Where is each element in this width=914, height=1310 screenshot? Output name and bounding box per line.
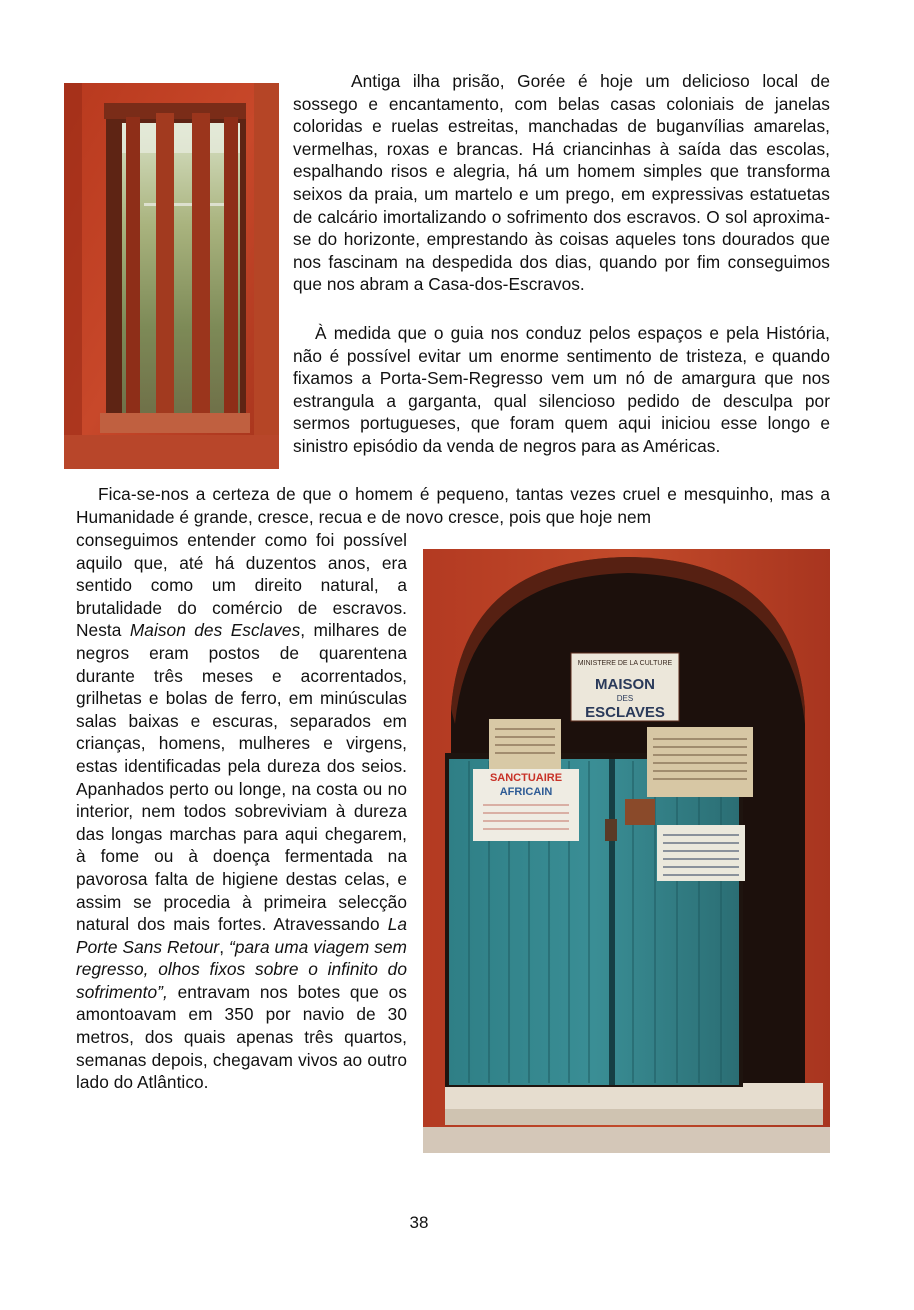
sign-des-text: DES (616, 694, 634, 703)
page-number: 38 (409, 1213, 429, 1232)
italic-quote-viagem: “para uma viagem sem regresso, olhos fixos sobre o infinito do sofrimento”, (76, 936, 408, 1002)
italic-la-porte-sans-retour: La Porte Sans Retour (76, 914, 408, 957)
paragraph-segment-d: entravam nos botes que os amontoavam em 350 por navio de 30 metros, dos quais apenas três quartos, semanas depois, chegavam vivos ao outro lado do Atlântico. (76, 981, 408, 1093)
paragraph-segment-b: , milhares de negros eram postos de quarentena durante três meses e acorrentados, grilhetas e bolas de ferro, em minúsculas salas baixas e escuras, separados em crianças, homens, mulheres e virgens, estas identificadas pela dureza dos seios. Apanhados perto ou longe, na costa ou no interior, nem todos sobreviviam à dureza das longas marchas para aqui chegarem, à fome ou à doença fermentada na pavorosa falta de higiene destas celas, e assim se procedia à primeira selecção natural dos mais fortes. Atravessando (76, 620, 407, 935)
sign-maison-text: MAISON (595, 676, 655, 693)
door-illustration (423, 549, 830, 1153)
italic-maison-des-esclaves: Maison des Esclaves (129, 620, 301, 641)
photo-barred-window (64, 83, 279, 469)
sign-africain-text: AFRICAIN (499, 786, 553, 798)
paragraph-segment-a: conseguimos entender como foi possível aquilo que, até há duzentos anos, era sentido como um direito natural, a brutalidade do comércio de escravos. Nesta (76, 530, 407, 641)
sign-sanctuaire-text: SANCTUAIRE (489, 772, 563, 784)
sign-ministere-text: MINISTERE DE LA CULTURE (577, 660, 673, 667)
paragraph-maison-des-esclaves (76, 529, 407, 1094)
paragraph-history: À medida que o guia nos conduz pelos espaços e pela História, não é possível evitar um enorme sentimento de tristeza, e quando fixamos a Porta-Sem-Regresso vem um nó de amargura que nos estrangula a garganta, qual silencioso pedido de desculpa por sermos portugueses, que foram quem aqui iniciou esse longo e sinistro episódio da venda de negros para as Américas. (293, 323, 830, 456)
photo-maison-des-esclaves-door (423, 549, 830, 1153)
sign-esclaves-text: ESCLAVES (585, 704, 665, 721)
paragraph-humanity-lead: Fica-se-nos a certeza de que o homem é pequeno, tantas vezes cruel e mesquinho, mas a Humanidade é grande, cresce, recua e de novo cresce, pois que hoje nem (76, 484, 830, 527)
paragraph-goree-intro: Antiga ilha prisão, Gorée é hoje um delicioso local de sossego e encantamento, com belas casas coloniais de janelas coloridas e ruelas estreitas, manchadas de buganvílias amarelas, vermelhas, roxas e brancas. Há criancinhas à saída das escolas, espalhando risos e alegria, há um homem simples que transforma seixos da praia, um martelo e um prego, em expressivas estatuetas de calcário imortalizando o sofrimento dos escravos. O sol aproxima-se do horizonte, emprestando às coisas aqueles tons dourados que nos fascinam na despedida dos dias, quando por fim conseguimos que nos abram a Casa-dos-Escravos. (293, 71, 830, 295)
paragraph-segment-c: , (219, 936, 225, 957)
barred-window-illustration (64, 83, 279, 469)
